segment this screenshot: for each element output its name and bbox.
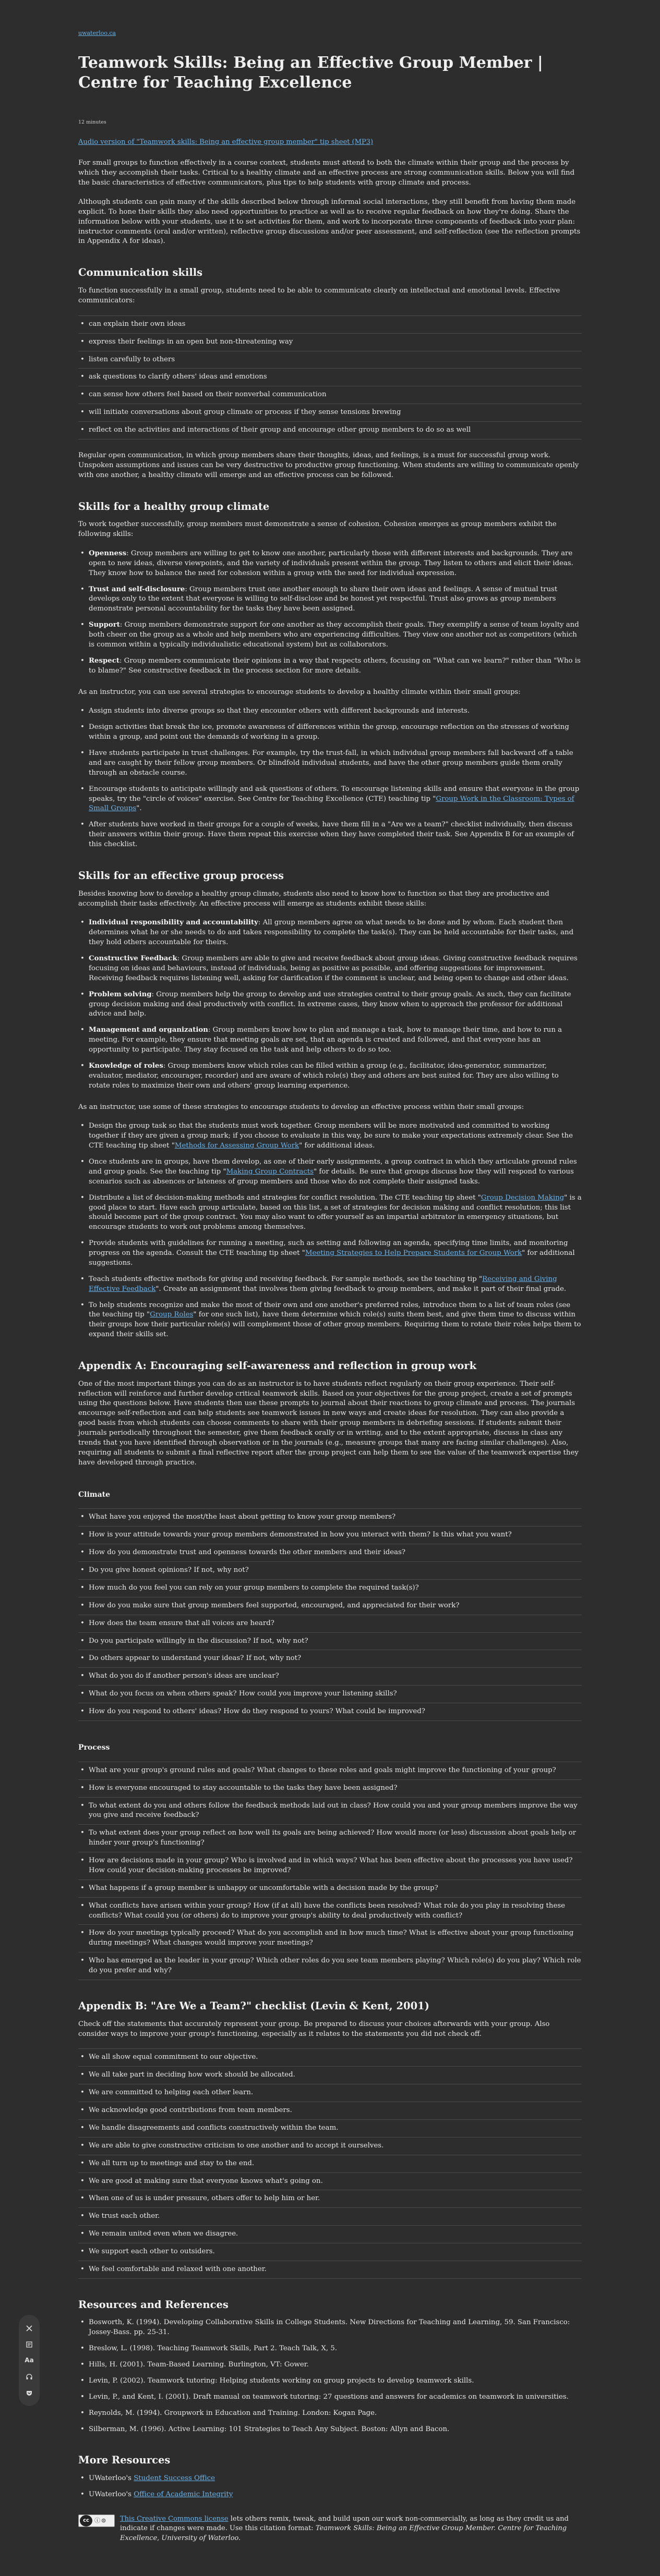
list-item: • ask questions to clarify others' ideas and emotions (78, 369, 582, 386)
reflection-question: • How do you demonstrate trust and openness towards the other members and their ideas? (78, 1544, 582, 1562)
text-size-button[interactable]: Aa (25, 2356, 34, 2364)
checklist-item: • We handle disagreements and conflicts constructively within the team. (78, 2120, 582, 2138)
strategy-text: Teach students effective methods for giving and receiving feedback. For sample methods, see the teaching tip " (89, 1275, 483, 1283)
strategy-text: Encourage students to anticipate willingly and ask questions of others. To encourage listening skills and ensure that everyone in the group speaks, try the "circle of voices" exercise. See Centre for Teaching Excellence (CTE) teaching tip " (89, 785, 580, 803)
strategy-item (78, 1239, 582, 1268)
checklist-item: • When one of us is under pressure, others offer to help him or her. (78, 2190, 582, 2208)
strategy-text: Provide students with guidelines for running a meeting, such as setting and following an agenda, specifying time limits, and monitoring progress on the agenda. Consult the CTE teaching tip sheet " (89, 1239, 568, 1258)
strategy-item (78, 820, 582, 850)
process-questions-list (78, 1762, 582, 1980)
list-item: • express their feelings in an open but non-threatening way (78, 334, 582, 351)
reference-item: • Breslow, L. (1998). Teaching Teamwork Skills, Part 2. Teach Talk, X, 5. (78, 2344, 582, 2354)
close-button[interactable] (22, 2322, 36, 2335)
climate-questions-list (78, 1508, 582, 1721)
reflection-question: • To what extent does your group reflect on how well its goals are being achieved? How would more (or less) discussion about goals help or hinder your group's functioning? (78, 1825, 582, 1852)
skill-description: : Group members are willing to get to know one another, particularly those with different interests and backgrounds. They are open to new ideas, diverse viewpoints, and the variety of individuals present within the group. They listen to others and elicit their ideas. They know how to balance the need for cohesion within a group with the need for individual expression. (89, 549, 573, 577)
appendix-a-heading: Appendix A: Encouraging self-awareness and reflection in group work (78, 1360, 477, 1372)
reflection-question: • How do you respond to others' ideas? How do they respond to yours? What could be improved? (78, 1703, 582, 1721)
license-citation: Teamwork Skills: Being an Effective Group Member. Centre for Teaching Excellence, University of Waterloo. (120, 2524, 567, 2542)
close-icon (26, 2325, 33, 2332)
strategy-text: To help students recognize and make the most of their own and one another's preferred roles, introduce them to a list of team roles (see the teaching tip " (89, 1301, 571, 1319)
climate-heading: Skills for a healthy group climate (78, 500, 270, 512)
skill-term: Trust and self-disclosure (89, 585, 185, 593)
list-item: • will initiate conversations about group climate or process if they sense tensions brewing (78, 404, 582, 422)
climate-intro: To work together successfully, group members must demonstrate a sense of cohesion. Cohesion emerges as group members exhibit the following skills: (78, 520, 557, 539)
strategy-item (78, 785, 582, 814)
license-block (78, 2514, 582, 2574)
checklist-item: • We are committed to helping each other learn. (78, 2084, 582, 2102)
strategy-text: Design activities that break the ice, promote awareness of differences within the group, encourage reflection on the stresses of working within a group, and point out the demands of working in a group. (89, 723, 569, 741)
strategy-text-end: " for details. Be sure that groups discuss how they will respond to various scenarios such as absences or lateness of group members and those who do not complete their assigned tasks. (89, 1167, 574, 1186)
reflection-question: • Do you participate willingly in the discussion? If not, why not? (78, 1633, 582, 1651)
home-link[interactable]: uwaterloo.ca (78, 30, 116, 36)
strategy-text: Distribute a list of decision-making methods and strategies for conflict resolution. The CTE teaching tip sheet " (89, 1193, 481, 1202)
process-heading: Skills for an effective group process (78, 869, 284, 882)
strategy-item (78, 1275, 582, 1295)
resource-prefix: UWaterloo's (89, 2474, 134, 2483)
listen-button[interactable] (22, 2370, 36, 2384)
skill-item (78, 918, 582, 948)
checklist-item: • We support each other to outsiders. (78, 2243, 582, 2261)
skill-description: : Group members are able to give and receive feedback about group ideas. Giving constructive feedback requires focusing on ideas and behaviours, instead of individuals, being as positive as possible, and offering suggestions for improvement. Receiving feedback requires listening well, asking for clarification if the comment is unclear, and being open to change and other ideas. (89, 955, 578, 982)
checklist-item: • We all show equal commitment to our objective. (78, 2048, 582, 2067)
intro-paragraph-1: For small groups to function effectively in a course context, students must attend to both the climate within their group and the process by which they accomplish their tasks. Critical to a healthy climate and an effective process are strong communication skills. Below you will find the basic characteristics of effective communicators, plus tips to help students with group climate and process. (78, 159, 575, 187)
communication-list (78, 315, 582, 439)
skill-term: Management and organization (89, 1026, 208, 1034)
process-questions-heading: Process (78, 1743, 110, 1752)
teaching-tip-link[interactable]: Receiving and Giving Effective Feedback (89, 1275, 557, 1293)
reference-item: • Levin, P. (2002). Teamwork tutoring: Helping students working on group projects to develop teamwork skills. (78, 2376, 582, 2386)
reader-toolbar (19, 2315, 40, 2406)
skill-item (78, 656, 582, 676)
skill-description: : Group members help the group to develop and use strategies central to their group goals. As such, they can facilitate group decision making and deal productively with conflict. In extreme cases, they know when to approach the professor for additional advice and help. (89, 990, 571, 1018)
resource-item (78, 2474, 582, 2484)
resource-item (78, 2490, 582, 2500)
skill-description: : Group members trust one another enough to share their own ideas and feelings. A sense of mutual trust develops only to the extent that everyone is willing to self-disclose and be honest yet respectful. Trust also grows as group members demonstrate personal accountability for the tasks they have been assigned. (89, 585, 558, 613)
reflection-question: • Who has emerged as the leader in your group? Which other roles do you see team members playing? Which role(s) do you play? Which role do you prefer and why? (78, 1952, 582, 1980)
strategy-text: Once students are in groups, have them develop, as one of their early assignments, a group contract in which they articulate ground rules and group goals. See the teaching tip " (89, 1158, 577, 1176)
reflection-question: • How do your meetings typically proceed? What do you accomplish and in how much time? What is effective about your group functioning during meetings? What changes would improve your meetings? (78, 1925, 582, 1952)
strategy-text: Assign students into diverse groups so that they encounter others with different backgrounds and interests. (89, 707, 470, 715)
checklist-item: • We feel comfortable and relaxed with one another. (78, 2261, 582, 2279)
strategy-text-end: " for additional ideas. (299, 1142, 375, 1150)
teaching-tip-link[interactable]: Meeting Strategies to Help Prepare Students for Group Work (305, 1249, 522, 1258)
reflection-question: • How does the team ensure that all voices are heard? (78, 1615, 582, 1633)
by-nc-icon: ⓘ⊜ (94, 2517, 107, 2524)
reflection-question: • What are your group's ground rules and goals? What changes to these roles and goals might improve the functioning of your group? (78, 1762, 582, 1780)
appendix-a-text: One of the most important things you can do as an instructor is to have students reflect regularly on their group experience. Their self-reflection will reinforce and further develop critical teamwork skills. Based on your objectives for the group project, create a set of prompts using the questions below. Have students then use these prompts to journal about their reactions to group climate and process. The journals encourage self-reflection and can help students see teamwork issues in new ways and create ideas for resolution. They can also provide a good basis from which students can choose comments to share with their group members in debriefing sessions. If students submit their journals periodically throughout the semester, give them feedback orally or in writing, and to the extent appropriate, discuss in class any trends that you have identified through observation or in the journals (e.g., measure groups that many are facing similar challenges). Also, requiring all students to submit a final reflective report after the group project can help them to see the value of the teamwork expertise they have developed through practice. (78, 1379, 579, 1467)
climate-strategies-list (78, 706, 582, 850)
reader-view-button[interactable] (22, 2338, 36, 2351)
audio-link[interactable]: Audio version of "Teamwork skills: Being an effective group member" tip sheet (MP3) (78, 138, 374, 146)
save-button[interactable] (22, 2386, 36, 2400)
reflection-question: • What conflicts have arisen within your group? How (if at all) have the conflicts been resolved? What role do you play in resolving these conflicts? What could you (or others) do to improve your group's ability to deal productively with conflict? (78, 1898, 582, 1925)
reflection-question: • How is everyone encouraged to stay accountable to the tasks they have been assigned? (78, 1780, 582, 1798)
reflection-question: • How much do you feel you can rely on your group members to complete the required task(s)? (78, 1580, 582, 1597)
teaching-tip-link[interactable]: Group Roles (150, 1311, 194, 1319)
strategy-text-end: " is a good place to start. Have each group articulate, based on this list, a set of strategies for decision making and conflict resolution; this list should become part of the group contract. You may also want to offer yourself as an impartial arbitrator in emergency situations, but encourage students to work out problems among themselves. (89, 1193, 582, 1231)
intro-paragraph-2: Although students can gain many of the skills described below through informal social interactions, they still benefit from having them made explicit. To hone their skills they also need opportunities to practice as well as to receive regular feedback on how they're doing. Share the information below with your students, use it to set activities for them, and work to incorporate three components of feedback into your plan: instructor comments (oral and/or written), reflective group discussions and/or peer assessment, and self-reflection (see the reflection prompts in Appendix A for ideas). (78, 198, 581, 246)
strategy-text-end: " for additional suggestions. (89, 1249, 575, 1267)
reflection-question: • What have you enjoyed the most/the least about getting to know your group members? (78, 1508, 582, 1527)
skill-item (78, 990, 582, 1020)
strategy-item (78, 1301, 582, 1340)
reflection-question: • To what extent do you and others follow the feedback methods laid out in class? How could you and your group members improve the way you give and receive feedback? (78, 1798, 582, 1825)
reflection-question: • How is your attitude towards your group members demonstrated in how you interact with them? Is this what you want? (78, 1527, 582, 1544)
reflection-question: • What happens if a group member is unhappy or uncomfortable with a decision made by the group? (78, 1880, 582, 1898)
list-item: • reflect on the activities and interactions of their group and encourage other group members to do so as well (78, 422, 582, 439)
checklist-item: • We are able to give constructive criticism to one another and to accept it ourselves. (78, 2138, 582, 2155)
list-item: • can explain their own ideas (78, 315, 582, 334)
climate-skills-list (78, 549, 582, 676)
page-title: Teamwork Skills: Being an Effective Group Member | Centre for Teaching Excellence (78, 53, 543, 92)
license-text (120, 2514, 582, 2543)
skill-item (78, 620, 582, 650)
skill-item (78, 954, 582, 984)
resource-link[interactable]: Student Success Office (134, 2474, 215, 2483)
skill-term: Knowledge of roles (89, 1061, 163, 1070)
strategy-item (78, 1157, 582, 1187)
list-item: • listen carefully to others (78, 351, 582, 369)
skill-item (78, 1061, 582, 1091)
pocket-save-icon (26, 2389, 33, 2397)
skill-description: : Group members demonstrate support for one another as they accomplish their goals. They exemplify a sense of team loyalty and both cheer on the group as a whole and help members who are experiencing difficulties. They view one another not as competitors (which is common within a typically individualistic educational system) but as collaborators. (89, 621, 579, 649)
skill-item (78, 549, 582, 579)
creative-commons-badge-icon[interactable] (78, 2514, 115, 2527)
skill-description: : All group members agree on what needs to be done and by whom. Each student then determines what he or she needs to do and takes responsibility to complete the task(s). They can be held accountable for their tasks, and they hold others accountable for theirs. (89, 919, 574, 947)
process-intro: Besides knowing how to develop a healthy group climate, students also need to know how to function so that they are productive and accomplish their tasks effectively. An effective process will emerge as students exhibit these skills: (78, 889, 549, 908)
reference-item: • Bosworth, K. (1994). Developing Collaborative Skills in College Students. New Directions for Teaching and Learning, 59. San Francisco: Jossey-Bass. pp. 25-31. (78, 2318, 582, 2338)
strategy-item (78, 706, 582, 716)
teaching-tip-link[interactable]: Making Group Contracts (226, 1167, 314, 1176)
process-strategies-intro: As an instructor, use some of these strategies to encourage students to develop an effective process within their small groups: (78, 1103, 524, 1111)
read-time: 12 minutes (78, 119, 106, 126)
strategy-item (78, 723, 582, 742)
references-heading: Resources and References (78, 2298, 229, 2311)
resource-link[interactable]: Office of Academic Integrity (134, 2490, 233, 2499)
references-list (78, 2318, 582, 2434)
reflection-question: • Do you give honest opinions? If not, why not? (78, 1562, 582, 1580)
teaching-tip-link[interactable]: Group Decision Making (481, 1193, 565, 1202)
skill-item (78, 585, 582, 615)
process-skills-list (78, 918, 582, 1091)
reference-item: • Levin, P., and Kent, I. (2001). Draft manual on teamwork tutoring: 27 questions and answers for academics on teamwork in universities. (78, 2392, 582, 2402)
climate-questions-heading: Climate (78, 1490, 111, 1499)
list-item: • can sense how others feel based on their nonverbal communication (78, 386, 582, 404)
checklist-item: • We are good at making sure that everyone knows what's going on. (78, 2173, 582, 2191)
headphones-icon (26, 2373, 33, 2380)
strategy-text: Design the group task so that the students must work together. Group members will be more motivated and committed to working together if they are given a group mark; if you choose to evaluate in this way, be sure to make your expectations extremely clear. See the CTE teaching tip sheet " (89, 1122, 573, 1150)
resource-prefix: UWaterloo's (89, 2490, 134, 2499)
strategy-text: After students have worked in their groups for a couple of weeks, have them fill in a "Are we a team?" checklist individually, then discuss their answers within their group. Have them repeat this exercise when they have completed their task. See Appendix B for an example of this checklist. (89, 821, 574, 849)
audio-section (78, 138, 582, 147)
reader-view-icon (26, 2341, 33, 2348)
more-resources-heading: More Resources (78, 2454, 171, 2467)
skill-term: Individual responsibility and accountability (89, 919, 258, 927)
communication-outro: Regular open communication, in which group members share their thoughts, ideas, and feelings, is a must for successful group work. Unspoken assumptions and issues can be very destructive to productive group functioning. When students are willing to communicate openly with one another, a healthy climate will emerge and an effective process can be followed. (78, 451, 579, 479)
reflection-question: • How are decisions made in your group? Who is involved and in which ways? What has been effective about the processes you have used? How could your decision-making processes be improved? (78, 1852, 582, 1880)
reflection-question: • Do others appear to understand your ideas? If not, why not? (78, 1650, 582, 1668)
skill-description: : Group members know how to plan and manage a task, how to manage their time, and how to run a meeting. For example, they ensure that meeting goals are set, that an agenda is created and followed, and that everyone has an opportunity to participate. They stay focused on the task and help others to do so too. (89, 1026, 562, 1054)
team-checklist (78, 2048, 582, 2278)
checklist-item: • We trust each other. (78, 2208, 582, 2226)
reference-item: • Hills, H. (2001). Team-Based Learning. Burlington, VT: Gower. (78, 2360, 582, 2370)
communication-heading: Communication skills (78, 266, 203, 279)
strategy-item (78, 1193, 582, 1233)
communication-intro: To function successfully in a small group, students need to be able to communicate clearly on intellectual and emotional levels. Effective communicators: (78, 287, 560, 304)
skill-term: Openness (89, 549, 127, 557)
cc-logo-icon: cc (80, 2515, 92, 2526)
skill-term: Problem solving (89, 990, 152, 998)
strategy-text-end: " for one such list), have them determine which role(s) suits them best, and give them time to discuss within their groups how their particular role(s) will complement those of other group members. Requiring them to rotate their roles helps them to expand their skills set. (89, 1311, 581, 1339)
checklist-item: • We all turn up to meetings and stay to the end. (78, 2155, 582, 2173)
reflection-question: • What do you do if another person's ideas are unclear? (78, 1668, 582, 1686)
appendix-b-heading: Appendix B: "Are We a Team?" checklist (Levin & Kent, 2001) (78, 1999, 429, 2012)
strategy-item (78, 749, 582, 778)
reference-item: • Reynolds, M. (1994). Groupwork in Education and Training. London: Kogan Page. (78, 2409, 582, 2419)
strategy-text: Have students participate in trust challenges. For example, try the trust-fall, in which individual group members fall backward off a table and are caught by their fellow group members. Or blindfold individual students, and have the other group members guide them orally through an obstacle course. (89, 749, 573, 777)
climate-strategies-intro: As an instructor, you can use several strategies to encourage students to develop a healthy climate within their small groups: (78, 688, 521, 696)
checklist-item: • We all take part in deciding how work should be allocated. (78, 2067, 582, 2084)
strategy-text-end: ". Create an assignment that involves them giving feedback to group members, and make it part of their final grade. (155, 1285, 567, 1293)
reference-item: • Silberman, M. (1996). Active Learning: 101 Strategies to Teach Any Subject. Boston: Allyn and Bacon. (78, 2425, 582, 2435)
checklist-item: • We acknowledge good contributions from team members. (78, 2102, 582, 2120)
skill-description: : Group members know which roles can be filled within a group (e.g., facilitator, idea-generator, summarizer, evaluator, mediator, encourager, recorder) and are aware of which role(s) they and others are best suited for. They are also willing to rotate roles to maximize their own and others' group learning experience. (89, 1061, 559, 1090)
skill-term: Respect (89, 656, 119, 665)
appendix-b-intro: Check off the statements that accurately represent your group. Be prepared to discuss your choices afterwards with your group. Also consider ways to improve your group's functioning, especially as it relates to the statements you did not check off. (78, 2020, 550, 2038)
strategy-item (78, 1121, 582, 1151)
process-strategies-list (78, 1121, 582, 1340)
license-body: lets others remix, tweak, and build upon our work non-commercially, as long as they credit us and indicate if changes were made. Use this citation format: (120, 2514, 569, 2533)
skill-item (78, 1025, 582, 1055)
teaching-tip-link[interactable]: Methods for Assessing Group Work (174, 1142, 299, 1150)
reflection-question: • How do you make sure that group members feel supported, encouraged, and appreciated for their work? (78, 1597, 582, 1615)
reflection-question: • What do you focus on when others speak? How could you improve your listening skills? (78, 1686, 582, 1703)
license-link[interactable]: This Creative Commons license (120, 2514, 229, 2523)
checklist-item: • We remain united even when we disagree. (78, 2226, 582, 2243)
teaching-tip-link[interactable]: Group Work in the Classroom: Types of Small Groups (89, 795, 574, 813)
skill-term: Constructive Feedback (89, 955, 177, 963)
strategy-text-end: ". (136, 804, 142, 813)
more-resources-list (78, 2474, 582, 2500)
skill-term: Support (89, 621, 120, 629)
skill-description: : Group members communicate their opinions in a way that respects others, focusing on "What can we learn?" rather than "Who is to blame?" See constructive feedback in the process section for more details. (89, 656, 581, 675)
